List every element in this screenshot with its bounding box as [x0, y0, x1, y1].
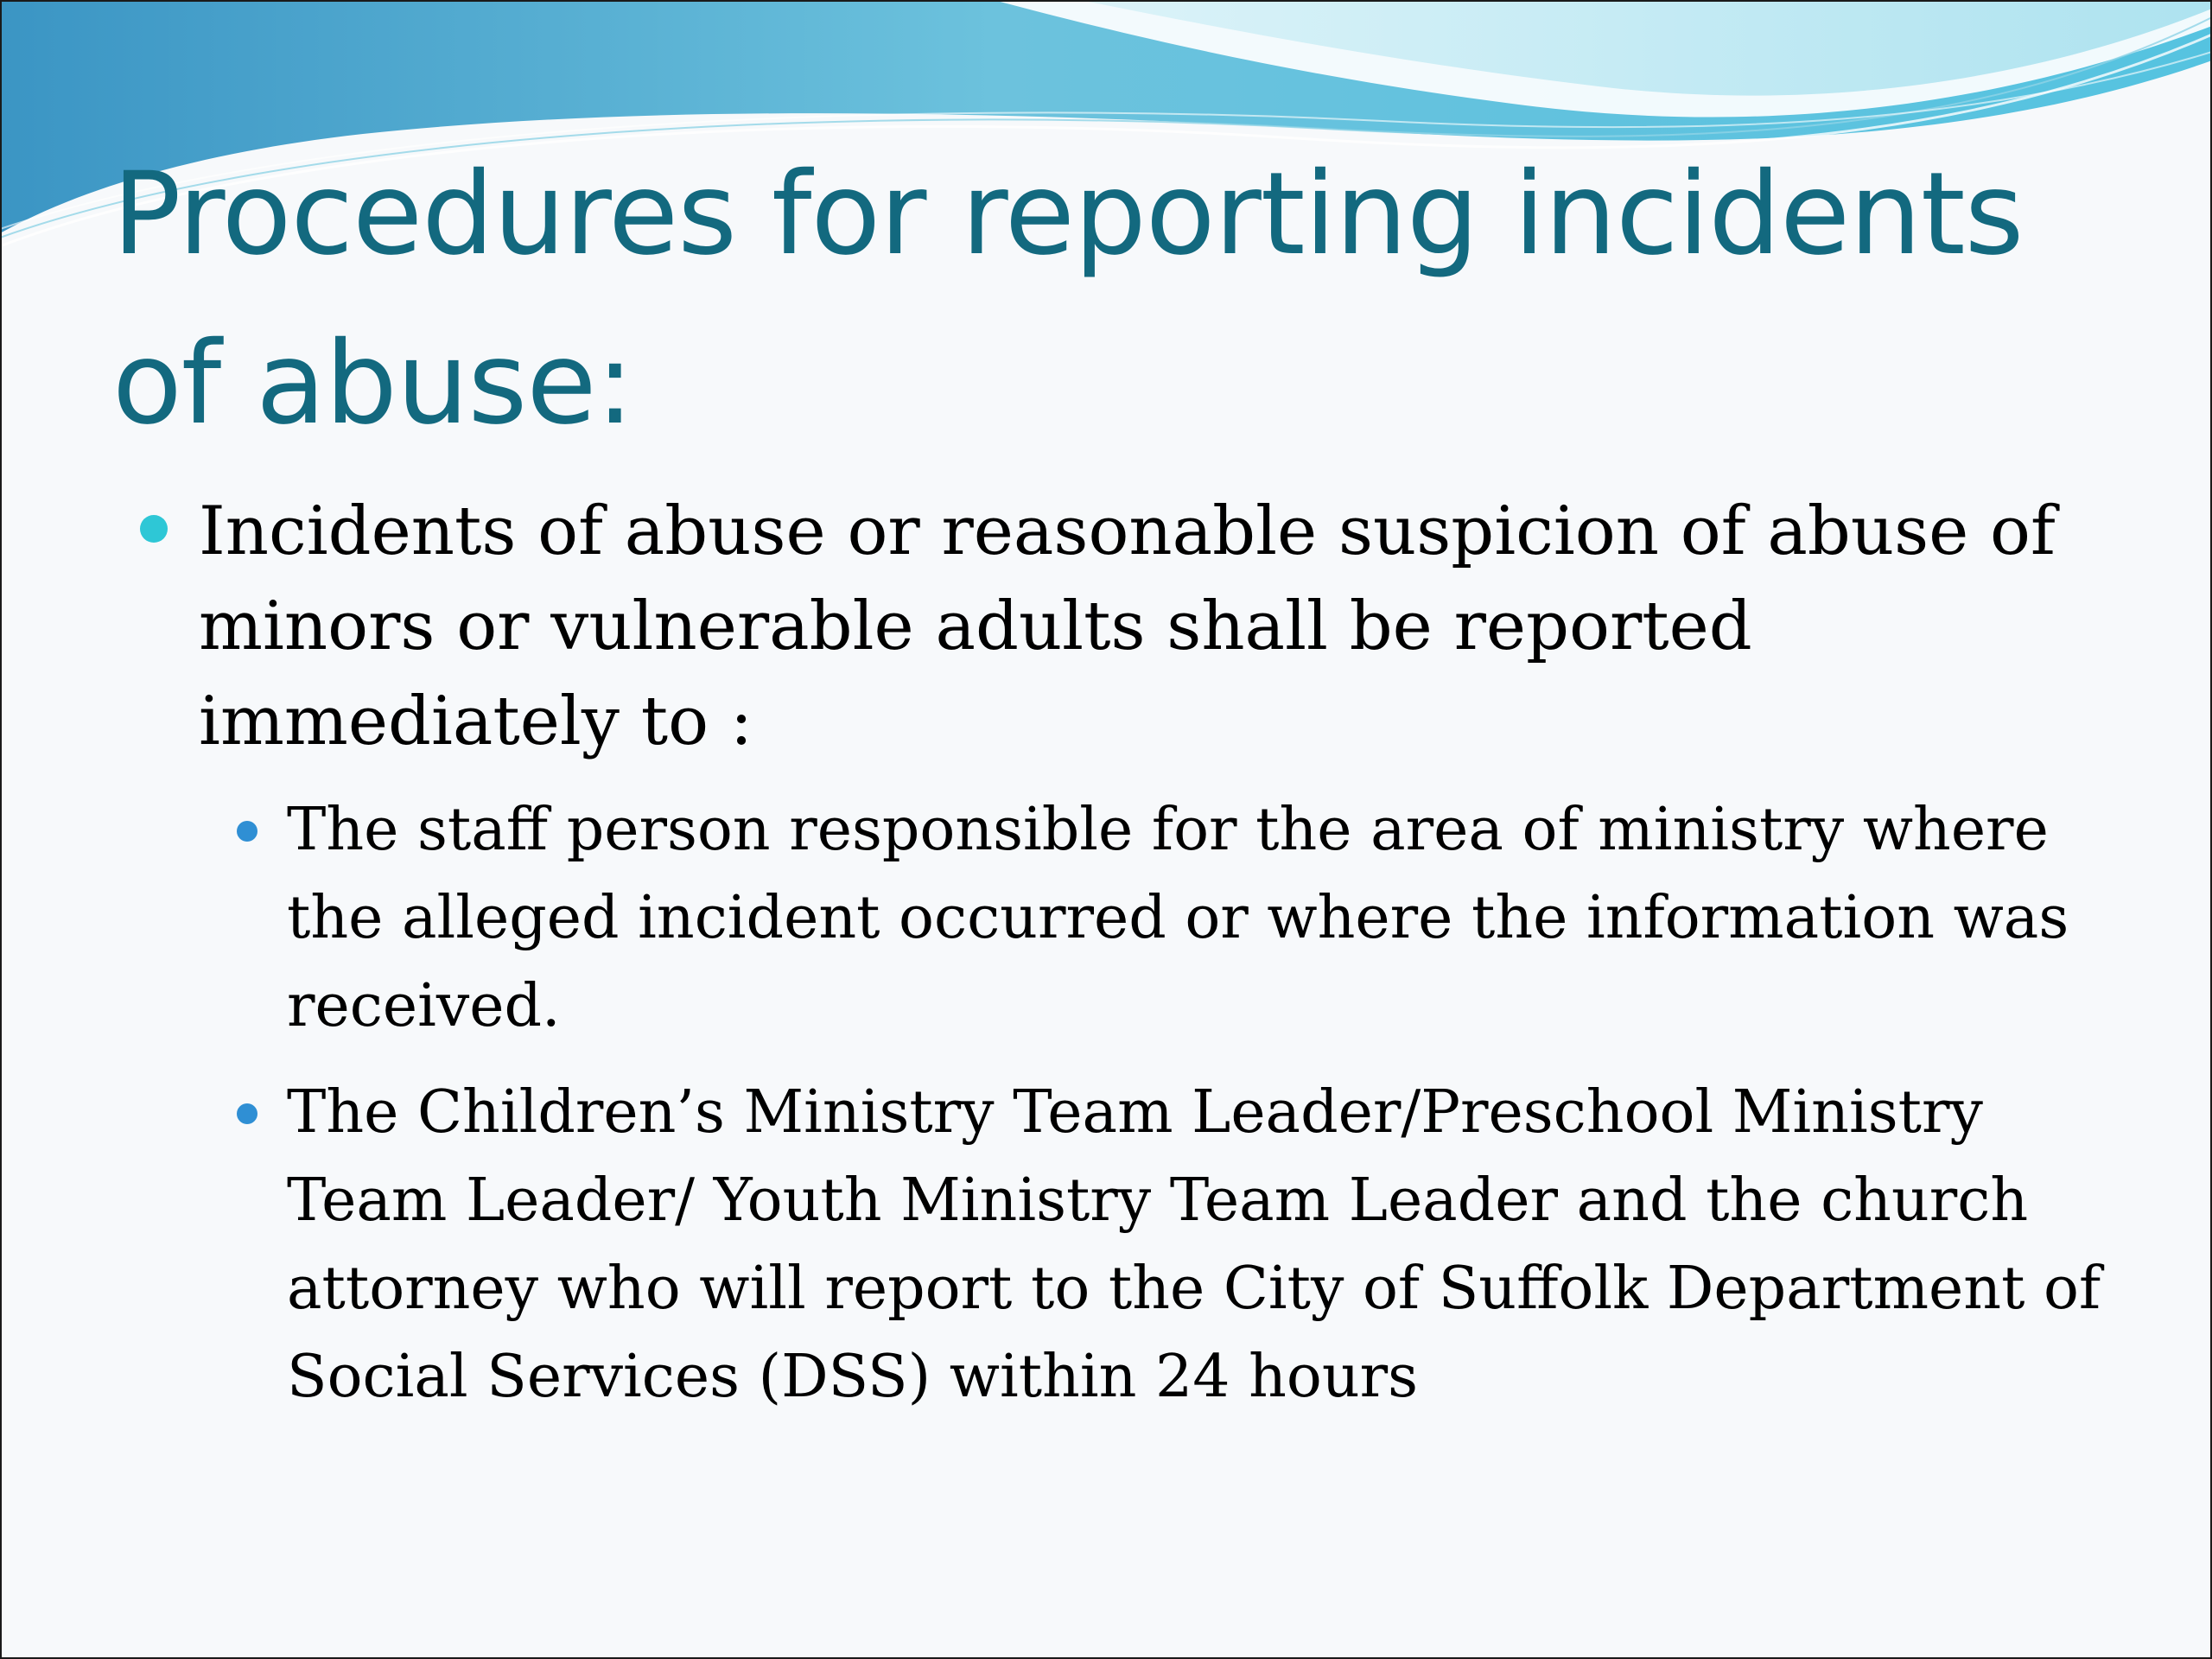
bullet-text: Incidents of abuse or reasonable suspicion of abuse of minors or vulnerable adults shall be reported immediately to : [199, 493, 2056, 760]
sub-bullet-dot-icon [237, 1103, 257, 1124]
sub-bullet-dot-icon [237, 821, 257, 842]
slide-title: Procedures for reporting incidents of abuse: [112, 148, 2024, 450]
sub-bullet-text: The Children’s Ministry Team Leader/Preschool Ministry Team Leader/ Youth Ministry Team Leader and the church attorney who will report to the City of Suffolk Department of Social Services (DSS) within 24 hours [287, 1078, 2101, 1411]
bullet-dot-icon [140, 515, 168, 543]
sub-bullet-text: The staff person responsible for the area of ministry where the alleged incident occurred or where the information was received. [287, 796, 2069, 1040]
